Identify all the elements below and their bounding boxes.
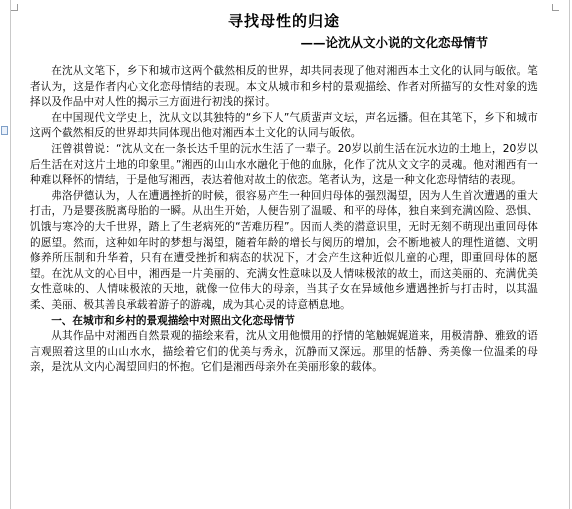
document-title: 寻找母性的归途 [227,12,340,30]
paragraph: 在中国现代文学史上，沈从文以其独特的“乡下人”气质蜚声文坛，声名远播。但在其笔下，乡下和城市这两个截然相反的世界却共同体现出他对湘西本土文化的认同与皈依。 [30,111,538,140]
paragraph: 从其作品中对湘西自然景观的描绘来看，沈从文用他惯用的抒情的笔触娓娓道来，用极清静、雅致的语言观照着这里的山山水水，描绘着它们的优美与秀永，沉静而又深远。那里的恬静、秀美像一位温柔的母亲，是沈从文内心渴望回归的怀抱。它们是湘西母亲外在美丽形象的载体。 [30,330,538,374]
page-corner-mark [552,4,559,11]
paragraph: 弗洛伊德认为，人在遭遇挫折的时候，很容易产生一种回归母体的强烈渴望，因为人生首次遭遇的重大打击，乃是婴孩脱离母胎的一瞬。从出生开始，人便告别了温暖、和平的母体，独自来到充满凶险、恐惧、饥饿与寒冷的大千世界，踏上了生老病死的“苦难历程”。因而人类的潜意识里，无时无刻不萌现出重回母体的愿望。然而，这种如年时的梦想与渴望，随着年龄的增长与阅历的增加，会不断地被人的理性道德、文明修养所压制和升华着，只有在遭受挫折和病态的状况下，才会产生这种近似儿童的心理，即重回母体的愿望。在沈从文的心目中，湘西是一片美丽的、充满女性意味以及人情味极浓的故土，而这美丽的、充满优美女性意味的、人情味极浓的天地，就像一位伟大的母亲，当其子女在异域他乡遭遇挫折与打击时，以其温柔、美丽、极其善良承载着游子的游魂，成为其心灵的诗意栖息地。 [30,189,538,311]
paragraph: 汪曾祺曾说：“沈从文在一条长达千里的沅水生活了一辈子。20岁以前生活在沅水边的土地上，20岁以后生活在对这片土地的印象里。”湘西的山山水水融化于他的血脉，化作了沈从文文字的灵魂。他对湘西有一种难以释怀的情结，于是他写湘西，表达着他对故土的依恋。笔者认为，这是一种文化恋母情结的表现。 [30,142,538,187]
document-subtitle: ——论沈从文小说的文化恋母情节 [300,35,488,50]
document-body [30,10,538,376]
margin-marker-icon [1,126,8,135]
section-heading: 一、在城市和乡村的景观描绘中对照出文化恋母情节 [51,314,295,327]
page-corner-mark [11,4,18,11]
paragraph: 在沈从文笔下，乡下和城市这两个截然相反的世界，却共同表现了他对湘西本土文化的认同与皈依。笔者认为，这是作者内心文化恋母情结的表现。本文从城市和乡村的景观描绘、作者对所描写的女性对象的选择以及作品中对人性的揭示三方面进行初浅的探讨。 [30,65,538,109]
